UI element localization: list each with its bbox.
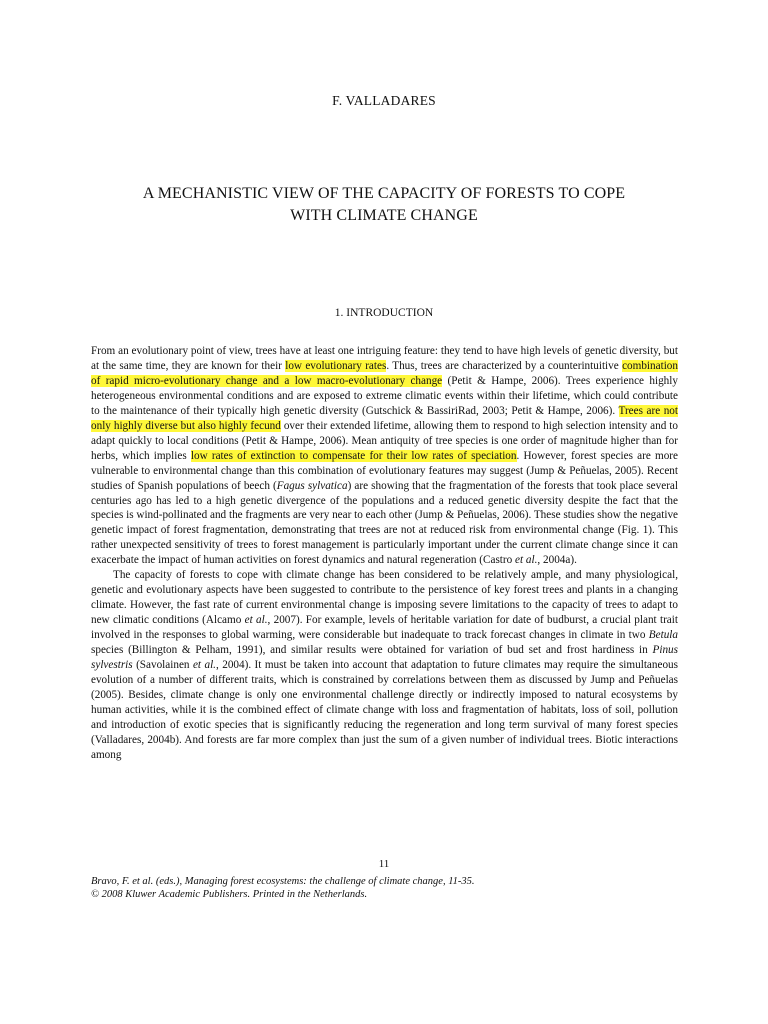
- body-text: [91, 344, 678, 763]
- footer-citation: Bravo, F. et al. (eds.), Managing forest ecosystems: the challenge of climate change, 11-35.: [91, 876, 475, 887]
- text-run: , 2007). For example, levels of heritable variation for date of budburst, a crucial plant trait involved in the responses to global warming, were considerable but inadequate to track forecast changes in climate in two: [91, 614, 678, 642]
- highlighted-text: low evolutionary rates: [285, 359, 387, 372]
- italic-text: Betula: [648, 629, 678, 642]
- text-run: (Petit & Hampe, 2006). Trees experience highly heterogeneous environmental conditions and are exposed to extreme climatic events within their lifetime, which could contribute to the maintenance of their typically high genetic diversity (Gutschick & BassiriRad, 2003; Petit & Hampe, 2006).: [91, 374, 678, 417]
- footer-copyright: © 2008 Kluwer Academic Publishers. Printed in the Netherlands.: [91, 889, 368, 900]
- italic-text: Fagus sylvatica: [276, 479, 348, 492]
- section-heading: 1. INTRODUCTION: [334, 307, 434, 319]
- text-run: The capacity of forests to cope with climate change has been considered to be relatively ample, and many physiological, genetic and evolutionary aspects have been suggested to contribute to the persistence of key forest trees and plants in a changing climate. However, the fast rate of current environmental change is imposing severe limitations to the capacity of trees to adapt to new climatic conditions (Alcamo: [91, 569, 678, 627]
- title-line-1: A MECHANISTIC VIEW OF THE CAPACITY OF FORESTS TO COPE: [142, 185, 626, 202]
- text-run: . Thus, trees are characterized by a counterintuitive: [386, 359, 623, 372]
- page-number: 11: [378, 858, 390, 870]
- highlighted-text: combination of rapid micro-evolutionary change and a low macro-evolutionary change: [91, 359, 678, 387]
- paragraph-2: [91, 568, 678, 762]
- text-run: , 2004). It must be taken into account that adaptation to future climates may require the simultaneous evolution of a number of different traits, which is constrained by correlations between them as discussed by Jump and Peñuelas (2005). Besides, climate change is only one environmental challenge directly or indirectly imposed to natural ecosystems by human activities, while it is the combined effect of climate change with loss and fragmentation of habitats, loss of soil, pollution and introduction of exotic species that is significantly reducing the regeneration and long term survival of many forest species (Valladares, 2004b). And forests are far more complex than just the sum of a given number of individual trees. Biotic interactions among: [91, 659, 678, 761]
- text-run: species (Billington & Pelham, 1991), and similar results were obtained for variation of bud set and frost hardiness in: [91, 644, 653, 657]
- text-run: . However, forest species are more vulnerable to environmental change than this combination of evolutionary features may suggest (Jump & Peñuelas, 2005). Recent studies of Spanish populations of beech (: [91, 449, 678, 492]
- italic-text: et al.: [192, 659, 216, 672]
- title-line-2: WITH CLIMATE CHANGE: [290, 207, 478, 224]
- text-run: From an evolutionary point of view, trees have at least one intriguing feature: they tend to have high levels of genetic diversity, but at the same time, they are known for their: [91, 345, 678, 372]
- italic-text: et al.: [244, 614, 268, 627]
- text-run: ) are showing that the fragmentation of the forests that took place several centuries ago has led to a high genetic divergence of the populations and a reduced genetic diversity despite the fact that the species is wind-pollinated and the fragments are very near to each other (Jump & Peñuelas, 2006). These studies show the negative genetic impact of forest fragmentation, demonstrating that trees are not at reduced risk from environmental change (Fig. 1). This rather unexpected sensitivity of trees to forest management is particularly important under the current climate change since it can exacerbate the impact of human activities on forest dynamics and natural regeneration (Castro: [91, 479, 679, 567]
- text-run: (Savolainen: [132, 659, 193, 672]
- highlighted-text: Trees are not only highly diverse but also highly fecund: [91, 404, 678, 432]
- text-run: , 2004a).: [537, 554, 577, 567]
- citation-footer: [91, 875, 678, 901]
- italic-text: Pinus sylvestris: [91, 644, 678, 672]
- italic-text: et al.: [515, 554, 538, 567]
- highlighted-text: low rates of extinction to compensate for their low rates of speciation: [190, 449, 517, 462]
- paragraph-1: [91, 344, 678, 568]
- author-name: F. VALLADARES: [332, 93, 436, 108]
- paper-title: [90, 183, 678, 227]
- text-run: over their extended lifetime, allowing them to respond to high selection intensity and to adapt quickly to local conditions (Petit & Hampe, 2006). Mean antiquity of tree species is one order of magnitude higher than for herbs, which implies: [91, 419, 678, 462]
